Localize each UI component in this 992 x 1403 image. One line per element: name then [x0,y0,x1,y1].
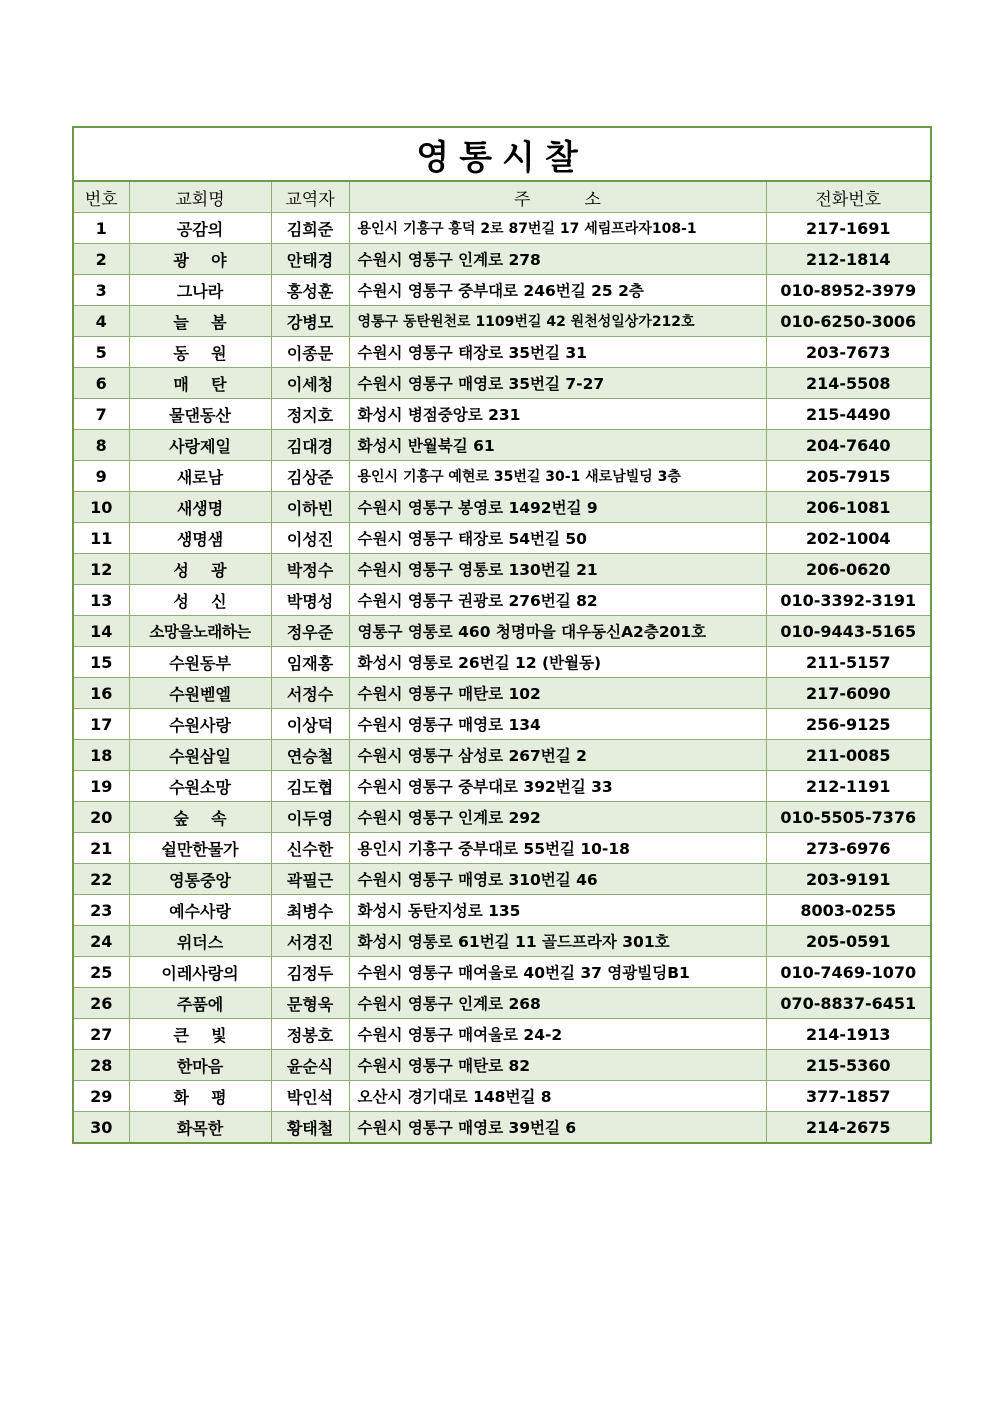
address: 수원시 영통구 매탄로 102 [349,678,766,709]
pastor-name: 박정수 [271,554,349,585]
table-row [74,368,930,399]
church-name: 화 평 [129,1081,271,1112]
pastor-name: 홍성훈 [271,275,349,306]
church-name: 성 광 [129,554,271,585]
church-name: 위더스 [129,926,271,957]
pastor-name: 정지호 [271,399,349,430]
table-row [74,647,930,678]
table-row [74,523,930,554]
address: 수원시 영통구 봉영로 1492번길 9 [349,492,766,523]
table-row [74,430,930,461]
church-name: 성 신 [129,585,271,616]
pastor-name: 이세청 [271,368,349,399]
table-row [74,957,930,988]
church-name: 화목한 [129,1112,271,1143]
row-number: 9 [74,461,129,492]
table-row [74,709,930,740]
row-number: 29 [74,1081,129,1112]
table-row [74,492,930,523]
church-name: 수원벧엘 [129,678,271,709]
address: 수원시 영통구 중부대로 246번길 25 2층 [349,275,766,306]
row-number: 17 [74,709,129,740]
pastor-name: 정우준 [271,616,349,647]
row-number: 6 [74,368,129,399]
table-row [74,895,930,926]
table-row [74,244,930,275]
church-name: 수원사랑 [129,709,271,740]
church-name: 한마음 [129,1050,271,1081]
pastor-name: 윤순식 [271,1050,349,1081]
address: 수원시 영통구 매영로 39번길 6 [349,1112,766,1143]
row-number: 21 [74,833,129,864]
address: 화성시 병점중앙로 231 [349,399,766,430]
church-name: 물댄동산 [129,399,271,430]
phone-number: 217-1691 [766,213,930,244]
church-name: 늘 봄 [129,306,271,337]
church-name: 수원소망 [129,771,271,802]
church-name: 숲 속 [129,802,271,833]
table-row [74,833,930,864]
table-row [74,337,930,368]
row-number: 30 [74,1112,129,1143]
pastor-name: 김정두 [271,957,349,988]
pastor-name: 곽필근 [271,864,349,895]
church-name: 영통중앙 [129,864,271,895]
phone-number: 010-7469-1070 [766,957,930,988]
header-church: 교회명 [129,182,271,213]
church-name: 새로남 [129,461,271,492]
pastor-name: 박명성 [271,585,349,616]
pastor-name: 김대경 [271,430,349,461]
row-number: 14 [74,616,129,647]
phone-number: 256-9125 [766,709,930,740]
table-row [74,275,930,306]
pastor-name: 연승철 [271,740,349,771]
phone-number: 204-7640 [766,430,930,461]
pastor-name: 김희준 [271,213,349,244]
table-body [74,213,930,1143]
row-number: 7 [74,399,129,430]
phone-number: 8003-0255 [766,895,930,926]
table-row [74,585,930,616]
church-name: 예수사랑 [129,895,271,926]
church-name: 수원동부 [129,647,271,678]
pastor-name: 김도협 [271,771,349,802]
pastor-name: 박인석 [271,1081,349,1112]
phone-number: 010-3392-3191 [766,585,930,616]
address: 화성시 동탄지성로 135 [349,895,766,926]
pastor-name: 이상덕 [271,709,349,740]
address: 용인시 기흥구 예현로 35번길 30-1 새로남빌딩 3층 [349,461,766,492]
address: 수원시 영통구 삼성로 267번길 2 [349,740,766,771]
church-name: 새생명 [129,492,271,523]
table-row [74,616,930,647]
church-name: 광 야 [129,244,271,275]
row-number: 18 [74,740,129,771]
page-title: 영통시찰 [416,137,588,178]
address: 수원시 영통구 권광로 276번길 82 [349,585,766,616]
phone-number: 010-6250-3006 [766,306,930,337]
address: 오산시 경기대로 148번길 8 [349,1081,766,1112]
table-header [74,182,930,213]
church-name: 주품에 [129,988,271,1019]
row-number: 8 [74,430,129,461]
pastor-name: 황태철 [271,1112,349,1143]
church-name: 사랑제일 [129,430,271,461]
pastor-name: 강병모 [271,306,349,337]
church-directory-sheet [72,126,932,1144]
row-number: 16 [74,678,129,709]
pastor-name: 안태경 [271,244,349,275]
table-row [74,740,930,771]
phone-number: 217-6090 [766,678,930,709]
pastor-name: 최병수 [271,895,349,926]
row-number: 22 [74,864,129,895]
pastor-name: 정봉호 [271,1019,349,1050]
row-number: 10 [74,492,129,523]
address: 용인시 기흥구 중부대로 55번길 10-18 [349,833,766,864]
church-name: 매 탄 [129,368,271,399]
table-row [74,461,930,492]
address: 수원시 영통구 인계로 292 [349,802,766,833]
row-number: 3 [74,275,129,306]
address: 수원시 영통구 매영로 35번길 7-27 [349,368,766,399]
phone-number: 010-8952-3979 [766,275,930,306]
address: 영통구 영통로 460 청명마을 대우동신A2층201호 [349,616,766,647]
church-name: 동 원 [129,337,271,368]
table-row [74,926,930,957]
pastor-name: 서경진 [271,926,349,957]
phone-number: 206-0620 [766,554,930,585]
header-no: 번호 [74,182,129,213]
row-number: 25 [74,957,129,988]
header-row [74,182,930,213]
address: 수원시 영통구 영통로 130번길 21 [349,554,766,585]
phone-number: 211-5157 [766,647,930,678]
title-bar [74,128,930,182]
row-number: 26 [74,988,129,1019]
header-pastor: 교역자 [271,182,349,213]
row-number: 23 [74,895,129,926]
address: 수원시 영통구 매탄로 82 [349,1050,766,1081]
pastor-name: 이하빈 [271,492,349,523]
row-number: 1 [74,213,129,244]
phone-number: 205-7915 [766,461,930,492]
row-number: 24 [74,926,129,957]
table-row [74,399,930,430]
address: 용인시 기흥구 흥덕 2로 87번길 17 세림프라자108-1 [349,213,766,244]
phone-number: 214-2675 [766,1112,930,1143]
address: 화성시 영통로 61번길 11 골드프라자 301호 [349,926,766,957]
table-row [74,1019,930,1050]
table-row [74,771,930,802]
address: 수원시 영통구 매여울로 24-2 [349,1019,766,1050]
pastor-name: 김상준 [271,461,349,492]
header-phone: 전화번호 [766,182,930,213]
church-name: 수원삼일 [129,740,271,771]
pastor-name: 이두영 [271,802,349,833]
address: 수원시 영통구 인계로 278 [349,244,766,275]
phone-number: 070-8837-6451 [766,988,930,1019]
row-number: 13 [74,585,129,616]
address: 수원시 영통구 태장로 54번길 50 [349,523,766,554]
phone-number: 215-5360 [766,1050,930,1081]
address: 화성시 반월북길 61 [349,430,766,461]
pastor-name: 임재홍 [271,647,349,678]
table-row [74,213,930,244]
phone-number: 010-9443-5165 [766,616,930,647]
row-number: 4 [74,306,129,337]
phone-number: 215-4490 [766,399,930,430]
church-name: 생명샘 [129,523,271,554]
pastor-name: 이성진 [271,523,349,554]
row-number: 5 [74,337,129,368]
phone-number: 214-1913 [766,1019,930,1050]
table-row [74,678,930,709]
church-name: 큰 빛 [129,1019,271,1050]
address: 수원시 영통구 중부대로 392번길 33 [349,771,766,802]
phone-number: 203-7673 [766,337,930,368]
phone-number: 273-6976 [766,833,930,864]
phone-number: 010-5505-7376 [766,802,930,833]
phone-number: 211-0085 [766,740,930,771]
row-number: 2 [74,244,129,275]
table-row [74,864,930,895]
phone-number: 205-0591 [766,926,930,957]
phone-number: 202-1004 [766,523,930,554]
pastor-name: 이종문 [271,337,349,368]
row-number: 28 [74,1050,129,1081]
row-number: 20 [74,802,129,833]
phone-number: 212-1191 [766,771,930,802]
row-number: 15 [74,647,129,678]
phone-number: 377-1857 [766,1081,930,1112]
table-row [74,1112,930,1143]
address: 수원시 영통구 매영로 134 [349,709,766,740]
phone-number: 214-5508 [766,368,930,399]
church-name: 공감의 [129,213,271,244]
table-row [74,802,930,833]
pastor-name: 서정수 [271,678,349,709]
church-name: 그나라 [129,275,271,306]
address: 영통구 동탄원천로 1109번길 42 원천성일상가212호 [349,306,766,337]
pastor-name: 신수한 [271,833,349,864]
table-row [74,1050,930,1081]
address: 화성시 영통로 26번길 12 (반월동) [349,647,766,678]
table-row [74,988,930,1019]
row-number: 11 [74,523,129,554]
phone-number: 206-1081 [766,492,930,523]
church-name: 소망을노래하는 [129,616,271,647]
address: 수원시 영통구 매영로 310번길 46 [349,864,766,895]
church-table [74,182,930,1142]
phone-number: 203-9191 [766,864,930,895]
address: 수원시 영통구 태장로 35번길 31 [349,337,766,368]
row-number: 12 [74,554,129,585]
table-row [74,306,930,337]
pastor-name: 문형욱 [271,988,349,1019]
church-name: 이레사랑의 [129,957,271,988]
table-row [74,1081,930,1112]
phone-number: 212-1814 [766,244,930,275]
address: 수원시 영통구 매여울로 40번길 37 영광빌딩B1 [349,957,766,988]
row-number: 27 [74,1019,129,1050]
row-number: 19 [74,771,129,802]
table-row [74,554,930,585]
header-address: 주 소 [349,182,766,213]
church-name: 쉴만한물가 [129,833,271,864]
address: 수원시 영통구 인계로 268 [349,988,766,1019]
